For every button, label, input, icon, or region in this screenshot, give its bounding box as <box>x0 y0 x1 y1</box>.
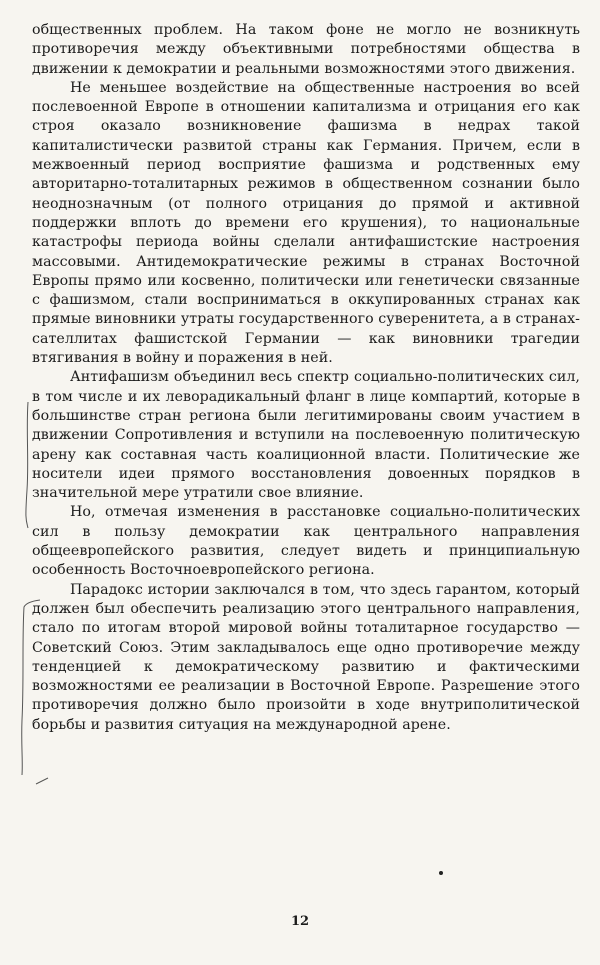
page-number: 12 <box>290 914 310 929</box>
ink-dot <box>439 871 443 875</box>
margin-line-upper <box>26 402 28 528</box>
paragraph-2: Не меньшее воздействие на общественные настроения во всей послевоенной Европе в отношении капитализма и отрицания его как строя оказало возникновение фашизма в недрах такой капиталистически развитой страны как Германия. Причем, если в межвоенный период восприятие фашизма и родственных ему авторитарно-тоталитарных режимов в общественном сознании было неоднозначным (от полного отрицания до прямой и активной поддержки вплоть до времени его крушения), то национальные катастрофы периода войны сделали антифашистские настроения массовыми. Антидемократические режимы в странах Восточной Европы прямо или косвенно, политически или генетически связанные с фашизмом, стали восприниматься в оккупированных странах как прямые виновники утраты государственного суверенитета, а в странах-сателлитах фашистской Германии — как виновники трагедии втягивания в войну и поражения в ней. <box>32 79 580 367</box>
body-text <box>32 21 580 735</box>
paragraph-5: Парадокс истории заключался в том, что здесь гарантом, который должен был обеспечить реализацию этого центрального направления, стало по итогам второй мировой войны тоталитарное государство — Советский Союз. Этим закладывалось еще одно противоречие между тенденцией к демократическому развитию и фактическими возможностями ее реализации в Восточной Европе. Разрешение этого противоречия должно было произойти в ходе внутриполитической борьбы и развития ситуация на международной арене. <box>32 581 580 733</box>
paragraph-1: общественных проблем. На таком фоне не могло не возникнуть противоречия между объективными потребностями общества в движении к демократии и реальными возможностями этого движения. <box>32 22 580 77</box>
paragraph-3: Антифашизм объединил весь спектр социально-политических сил, в том числе и их леворадикальный фланг в лице компартий, которые в большинстве стран региона были легитимированы своим участием в движении Сопротивления и вступили на послевоенную политическую арену как составная часть коалиционной власти. Политические же носители идеи прямого восстановления довоенных порядков в значительной мере утратили свое влияние. <box>32 369 580 502</box>
paragraph-4: Но, отмечая изменения в расстановке социально-политических сил в пользу демократии как центрального направления общеевропейского развития, следует видеть и принципиальную особенность Восточноевропейского региона. <box>32 504 580 579</box>
margin-tick <box>36 778 48 784</box>
